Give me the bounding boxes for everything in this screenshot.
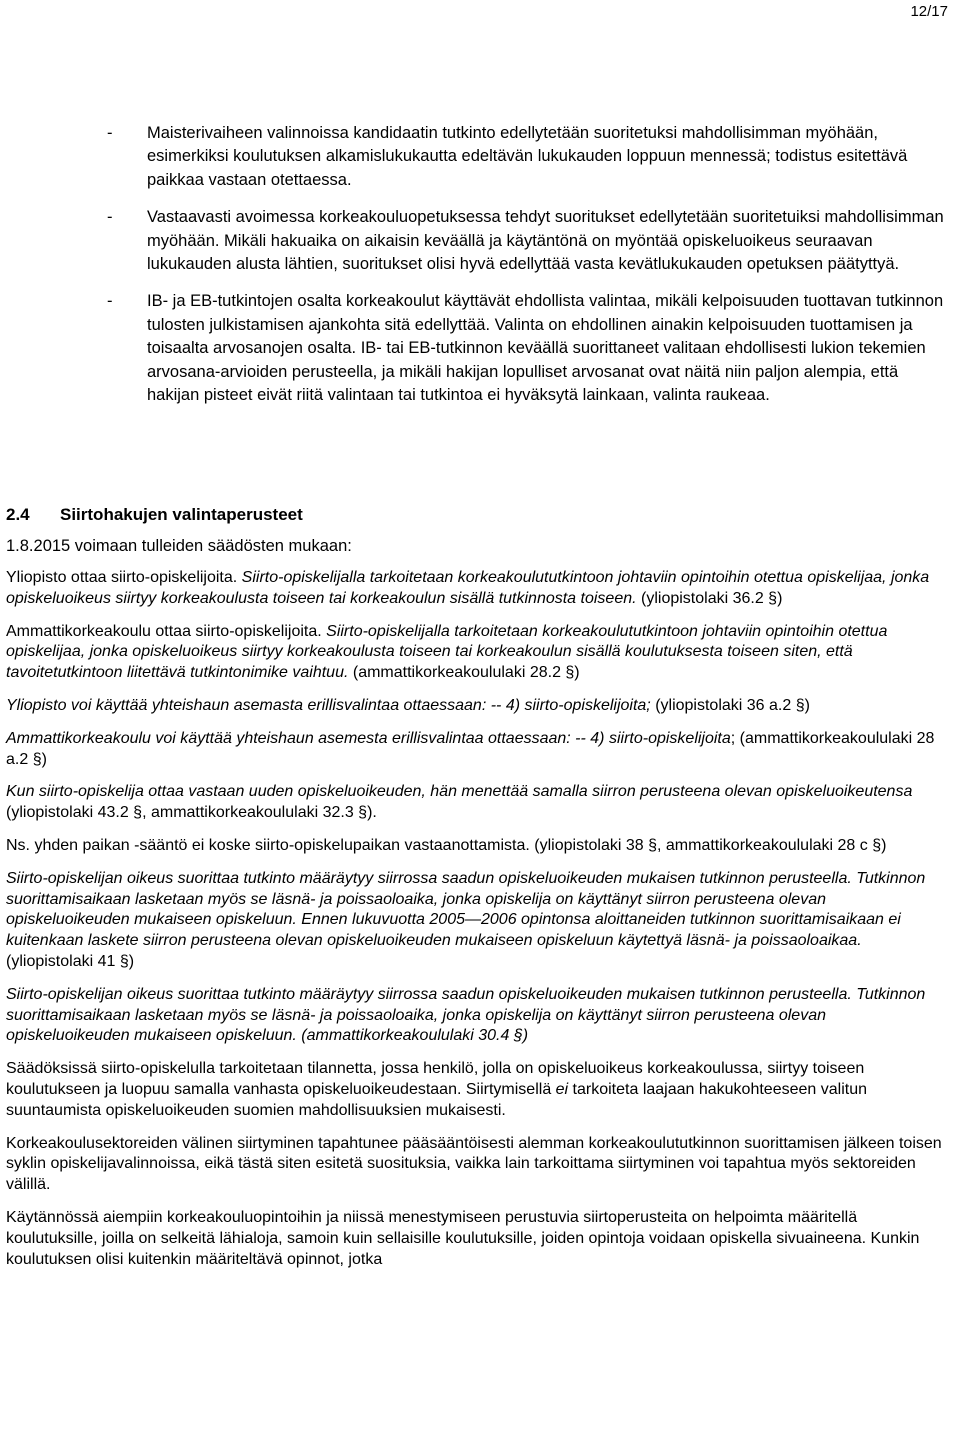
paragraph	[6, 782, 946, 824]
text-run: Ammattikorkeakoulu ottaa siirto-opiskelijoita.	[6, 622, 327, 640]
paragraph	[6, 1134, 946, 1196]
paragraph	[6, 568, 946, 610]
paragraph	[6, 1059, 946, 1121]
text-run: (yliopistolaki 43.2 §, ammattikorkeakoululaki 32.3 §).	[6, 804, 377, 822]
text-run: (ammattikorkeakoululaki 28.2 §)	[348, 664, 580, 682]
text-run: (yliopistolaki 36 a.2 §)	[650, 696, 810, 714]
bullet-item	[0, 206, 960, 276]
paragraph	[6, 869, 946, 973]
italic-text-run: Ammattikorkeakoulu voi käyttää yhteishaun asemesta erillisvalintaa ottaessaan: -- 4) siirto-opiskelijoita	[6, 729, 731, 747]
text-run: Maisterivaiheen valinnoissa kandidaatin tutkinto edellytetään suoritetuksi mahdollisimman myöhään, esimerkiksi koulutuksen alkamislukukautta edeltävän lukukauden loppuun mennessä; todistus esitettävä paikkaa vastaan otettaessa.	[147, 124, 908, 189]
paragraph	[6, 696, 946, 717]
bullet-dash: -	[107, 292, 113, 311]
bullet-list	[0, 122, 960, 421]
italic-text-run: Siirto-opiskelijan oikeus suorittaa tutkinto määräytyy siirrossa saadun opiskeluoikeuden mukaisen tutkinnon perusteella. Tutkinnon suorittamisaikaan lasketaan myös se läsnä- ja poissaoloaika, jonka opiskelija on käyttänyt siirron perusteena olevan opiskeluoikeuden mukaiseen opiskeluun. (ammattikorkeakoululaki 30.4 §)	[6, 985, 926, 1045]
section-body	[6, 535, 946, 1280]
sub-heading: 1.8.2015 voimaan tulleiden säädösten mukaan:	[6, 537, 352, 555]
italic-text-run: ei	[555, 1080, 569, 1098]
bullet-item	[0, 122, 960, 192]
section-number: 2.4	[6, 505, 30, 524]
bullet-text	[147, 122, 955, 192]
text-run: (yliopistolaki 41 §)	[6, 952, 135, 970]
text-run: Säädöksissä siirto-opiskelulla tarkoitetaan tilannetta, jossa henkilö, jolla on opiskeluoikeus korkeakoulussa, siirtyy toiseen koulutukseen ja luopuu samalla vanhasta opiskeluoikeudestaan. Siirtymisellä	[6, 1060, 865, 1098]
italic-text-run: Yliopisto voi käyttää yhteishaun asemasta erillisvalintaa ottaessaan: -- 4) siirto-opiskelijoita;	[6, 696, 651, 714]
text-run: (yliopistolaki 36.2 §)	[636, 589, 783, 607]
bullet-item	[0, 290, 960, 407]
page-number: 12/17	[910, 3, 948, 20]
paragraph	[6, 836, 946, 857]
text-run: Ns. yhden paikan -sääntö ei koske siirto-opiskelupaikan vastaanottamista. (yliopistolaki 38 §, ammattikorkeakoululaki 28 c §)	[6, 836, 887, 854]
text-run: tarkoiteta laajaan hakukohteeseen valitun suuntaumista opiskeluoikeuden suomien mahdollisuuksien mukaisesti.	[6, 1080, 867, 1119]
text-run: IB- ja EB-tutkintojen osalta korkeakoulut käyttävät ehdollista valintaa, mikäli kelpoisuuden tuottavan tutkinnon tulosten julkistamisen ajankohta sitä edellyttää. Valinta on ehdollinen ainakin kelpoisuuden tuottamisen ja toisaalta arvosanojen osalta. IB- tai EB-tutkinnon keväällä suorittaneet valitaan ehdollisesti lukion tekemien arvosana-arvioiden perusteella, ja mikäli hakijan lopulliset arvosanat ovat näitä niin paljon alempia, että hakijan pisteet eivät riitä valintaan tai tutkintoa ei hyväksytä lainkaan, valinta raukeaa.	[147, 292, 944, 405]
section-title: Siirtohakujen valintaperusteet	[60, 505, 303, 524]
bullet-dash: -	[107, 208, 113, 227]
paragraph	[6, 622, 946, 684]
bullet-dash: -	[107, 124, 113, 142]
text-run: Korkeakoulusektoreiden välinen siirtyminen tapahtunee pääsääntöisesti alemman korkeakoulututkinnon suorittamisen jälkeen toisen syklin opiskelijavalinnoissa, eikä tästä siten esitetä suosituksia, vaikka lain tarkoittama siirtyminen voi tapahtua myös sektoreiden välillä.	[6, 1134, 942, 1194]
text-run: Vastaavasti avoimessa korkeakouluopetuksessa tehdyt suoritukset edellytetään suoritetuiksi mahdollisimman myöhään. Mikäli hakuaika on aikaisin keväällä ja käytäntönä on myöntää opiskeluoikeus seuraavan lukukauden alusta lähtien, suoritukset olisi hyvä edellyttää vasta kevätlukukauden opetuksen päätyttyä.	[147, 208, 944, 274]
italic-text-run: Siirto-opiskelijalla tarkoitetaan korkeakoulututkintoon johtaviin opintoihin otettua opiskelijaa, jonka opiskeluoikeus siirtyy korkeakoulusta toiseen tai korkeakoulun sisällä tutkinnosta toiseen.	[6, 569, 930, 607]
text-run: ; (ammattikorkeakoululaki 28 a.2 §)	[6, 729, 935, 768]
italic-text-run: Siirto-opiskelijalla tarkoitetaan korkeakoulututkintoon johtaviin opintoihin otettua opiskelijaa, jonka opiskeluoikeus siirtyy korkeakoulusta toiseen tai korkeakoulun sisällä koulutuksesta toiseen siten, että tavoitetutkintoon liitettävä tutkintonimike vaihtuu.	[6, 622, 888, 682]
paragraph	[6, 729, 946, 771]
paragraph	[6, 1208, 946, 1270]
text-run: Yliopisto ottaa siirto-opiskelijoita.	[6, 569, 242, 586]
text-run: Käytännössä aiempiin korkeakouluopintoihin ja niissä menestymiseen perustuvia siirtoperusteita on helpoimta määritellä koulutuksille, joilla on selkeitä lähialoja, samoin kuin sellaisille koulutuksille, joiden opintoja voidaan opiskella sivuaineena. Kunkin koulutuksen olisi kuitenkin määriteltävä opinnot, jotka	[6, 1208, 920, 1268]
bullet-text	[147, 206, 955, 276]
paragraph	[6, 985, 946, 1047]
italic-text-run: Kun siirto-opiskelija ottaa vastaan uuden opiskeluoikeuden, hän menettää samalla siirron perusteena olevan opiskeluoikeutensa	[6, 783, 913, 801]
italic-text-run: Siirto-opiskelijan oikeus suorittaa tutkinto määräytyy siirrossa saadun opiskeluoikeuden mukaisen tutkinnon perusteella. Tutkinnon suorittamisaikaan lasketaan myös se läsnä- ja poissaoloaika, jonka opiskelija on käyttänyt siirron perusteena olevan opiskeluoikeuden mukaiseen opiskeluun. Ennen lukuvuotta 2005—2006 opintonsa aloittaneiden tutkinnon suorittamisaikaan ei kuitenkaan laskete siirron perusteena olevan opiskeluoikeuden mukaiseen opiskeluun käytettyä läsnä- ja poissaoloaikaa.	[6, 869, 926, 950]
bullet-text	[147, 290, 955, 407]
